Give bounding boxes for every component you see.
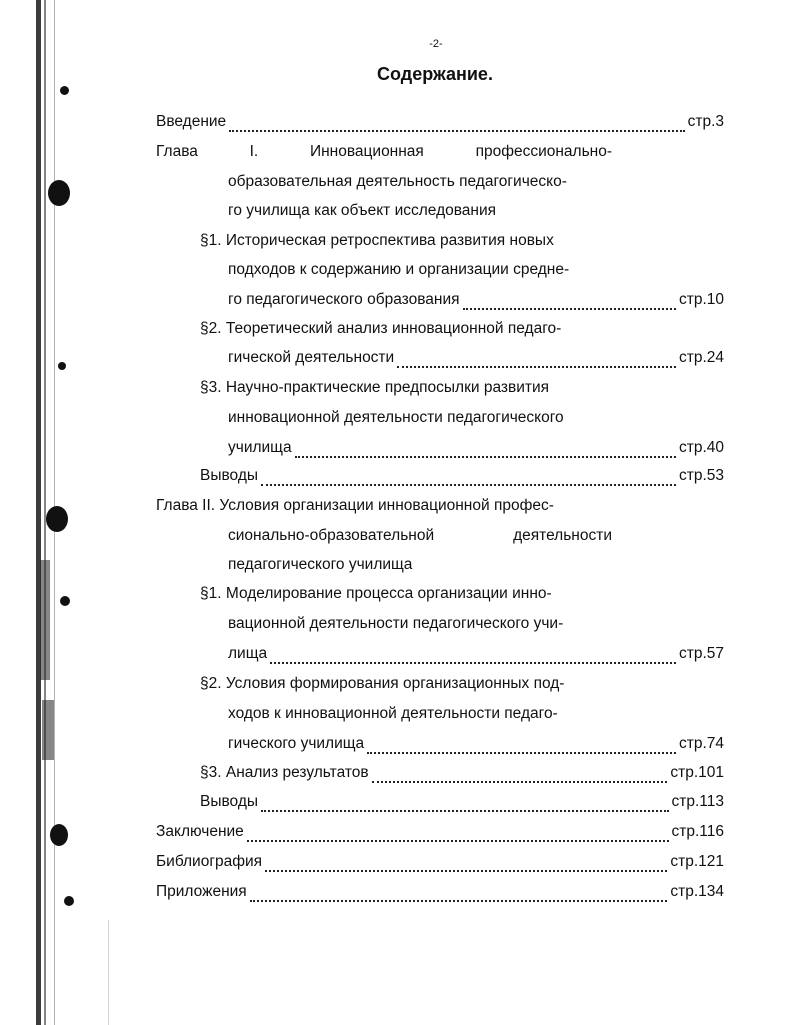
- toc-entry-section-1-1[interactable]: го педагогического образования стр.10: [228, 291, 724, 308]
- dot-leader: [270, 654, 676, 664]
- dot-leader: [261, 476, 676, 486]
- toc-entry-bibliography[interactable]: Библиография стр.121: [156, 853, 724, 870]
- dot-leader: [397, 358, 676, 368]
- dot-leader: [367, 744, 676, 754]
- dot-leader: [261, 802, 668, 812]
- toc-chapter-2-line3: педагогического училища: [228, 556, 413, 573]
- dot-leader: [295, 448, 676, 458]
- toc-section-1-1-line1: §1. Историческая ретроспектива развития новых: [200, 232, 554, 249]
- dot-leader: [463, 300, 676, 310]
- toc-entry-appendices[interactable]: Приложения стр.134: [156, 883, 724, 900]
- toc-section-2-1-line2: вационной деятельности педагогического учи-: [228, 615, 564, 632]
- toc-entry-conclusion[interactable]: Заключение стр.116: [156, 823, 724, 840]
- toc-entry-section-2-2[interactable]: гического училища стр.74: [228, 735, 724, 752]
- page-title: Содержание.: [377, 64, 493, 84]
- toc-entry-section-2-3[interactable]: §3. Анализ результатов стр.101: [200, 764, 724, 781]
- toc-section-1-3-line1: §3. Научно-практические предпосылки развития: [200, 379, 550, 396]
- toc-section-2-1-line1: §1. Моделирование процесса организации инно-: [200, 585, 552, 602]
- dot-leader: [247, 832, 669, 842]
- toc-section-2-2-line1: §2. Условия формирования организационных под-: [200, 675, 565, 692]
- toc-section-1-1-line2: подходов к содержанию и организации средне-: [228, 261, 570, 278]
- toc-section-1-3-line2: инновационной деятельности педагогического: [228, 409, 564, 426]
- dot-leader: [229, 122, 684, 132]
- toc-entry-conclusions-2[interactable]: Выводы стр.113: [200, 793, 724, 810]
- toc-entry-introduction[interactable]: Введение стр.3: [156, 113, 724, 130]
- toc-chapter-1-line2: образовательная деятельность педагогическо-: [228, 173, 567, 190]
- toc-section-1-2-line1: §2. Теоретический анализ инновационной педаго-: [200, 320, 562, 337]
- toc-entry-section-1-3[interactable]: училища стр.40: [228, 439, 724, 456]
- dot-leader: [250, 892, 668, 902]
- dot-leader: [265, 862, 667, 872]
- toc-entry-section-2-1[interactable]: лища стр.57: [228, 645, 724, 662]
- toc-section-2-2-line2: ходов к инновационной деятельности педаго-: [228, 705, 558, 722]
- toc-chapter-1-line3: го училища как объект исследования: [228, 202, 497, 219]
- toc-chapter-2-heading[interactable]: Глава II. Условия организации инновационной профес-: [156, 497, 554, 514]
- dot-leader: [372, 773, 668, 783]
- binding-edge: [0, 0, 80, 1025]
- toc-chapter-2-line2: сионально-образовательной деятельности: [228, 527, 612, 544]
- toc-entry-section-1-2[interactable]: гической деятельности стр.24: [228, 349, 724, 366]
- toc-entry-conclusions-1[interactable]: Выводы стр.53: [200, 467, 724, 484]
- toc-chapter-1-heading[interactable]: Глава I. Инновационная профессионально-: [156, 143, 612, 160]
- page-number: -2-: [429, 38, 443, 50]
